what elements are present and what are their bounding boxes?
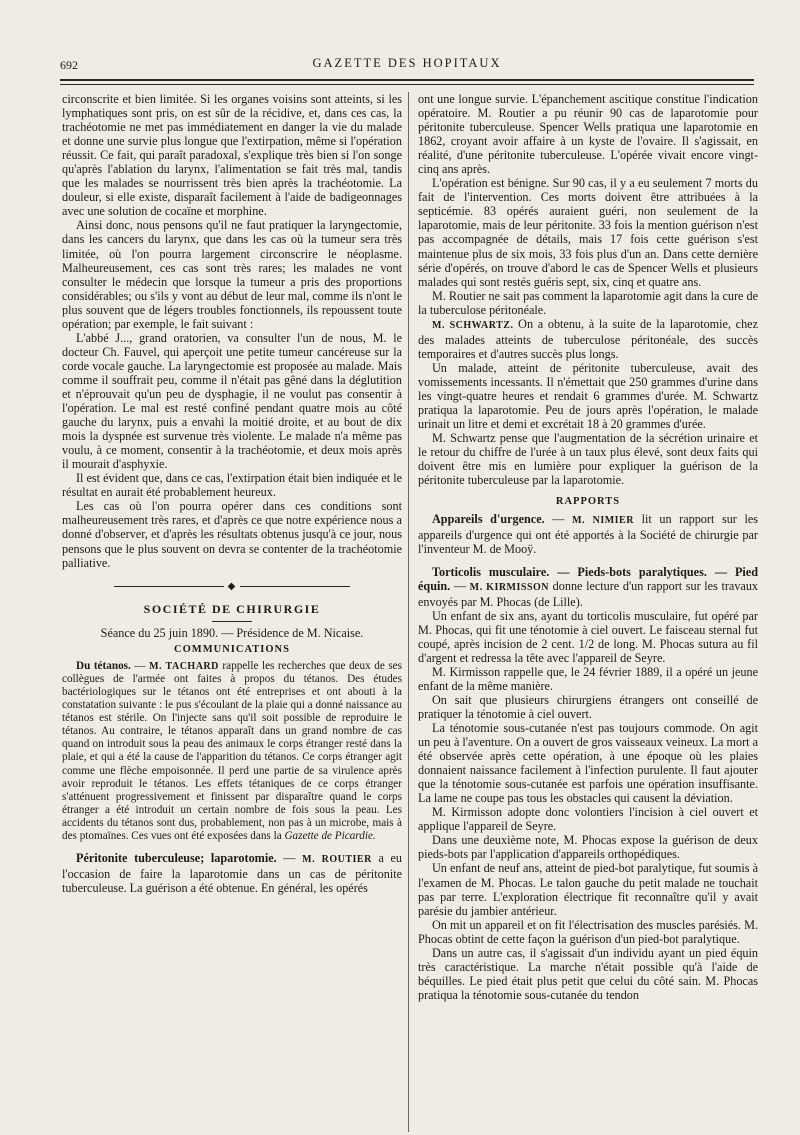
paragraph: ont une longue survie. L'épanchement ascitique constitue l'indication opératoire. M. Routier a pu réunir 90 cas de laparotomie pour péritonite tuberculeuse. Spencer Wells pratiqua une laparotomie en 1862, croyant avoir affaire à un kyste de l'ovaire. Il s'agissait, en réalité, d'une péritonite tuberculeuse. L'opérée vivait encore vingt-cinq ans après. bbox=[418, 92, 758, 177]
article-torticolis: Torticolis musculaire. — Pieds-bots paralytiques. — Pied équin. — M. KIRMISSON donne lecture d'un rapport sur les travaux envoyés par M. Phocas (de Lille). bbox=[418, 564, 759, 609]
article-appareils: Appareils d'urgence. — M. NIMIER lit un rapport sur les appareils d'urgence qui ont été apportés à la Société de chirurgie par l'inventeur M. de Mooÿ. bbox=[418, 512, 759, 557]
paragraph: On sait que plusieurs chirurgiens étrangers ont conseillé de pratiquer la ténotomie à ciel ouvert. bbox=[418, 692, 758, 721]
paragraph: M. Kirmisson adopte donc volontiers l'incision à ciel ouvert et applique l'appareil de Seyre. bbox=[418, 805, 758, 834]
author-name: M. NIMIER bbox=[572, 515, 634, 527]
column-separator bbox=[408, 92, 409, 1132]
paragraph: Dans une deuxième note, M. Phocas expose la guérison de deux pieds-bots par l'application d'appareils orthopédiques. bbox=[418, 833, 758, 862]
paragraph: M. Schwartz pense que l'augmentation de la sécrétion urinaire et le retour du chiffre de l'urée à un taux plus élevé, sont deux faits qui doivent être mis en lumière pour expliquer la guérison de la péritonite tuberculeuse par la laparotomie. bbox=[418, 431, 758, 488]
paragraph: Il est évident que, dans ce cas, l'extirpation était bien indiquée et le résultat en aurait été probablement heureux. bbox=[62, 471, 402, 500]
article-peritonite: Péritonite tuberculeuse; laparotomie. — M. ROUTIER a eu l'occasion de faire la laparotomie dans un cas de péritonite tuberculeuse. La guérison a été obtenue. En général, les opérés bbox=[62, 851, 403, 896]
article-title: Du tétanos. bbox=[76, 659, 131, 672]
paragraph: Un enfant de six ans, ayant du torticolis musculaire, fut opéré par M. Phocas, qui fit une ténotomie à ciel ouvert. Le faisceau sternal fut coupé, après incision de 2 cent. 1/2 de long. M. Phocas sutura au fil d'argent et redressa la tête avec l'appareil de Seyre. bbox=[418, 608, 758, 665]
article-text: a eu l'occasion de faire la laparotomie dans un cas de péritonite tuberculeuse. La guérison a été obtenue. En général, les opérés bbox=[62, 851, 403, 896]
paragraph: L'opération est bénigne. Sur 90 cas, il y a eu seulement 7 morts du fait de l'intervention. Ces morts doivent être attribuées à la septicémie. 83 opérés auraient guéri, non seulement de la laparotomie, mais de leur péritonite. 33 fois la mention guérison n'est pas accompagnée de détails, mais 17 fois cette guérison s'est maintenue plus de six mois, 33 fois plus d'un an. Dans cette dernière série d'opérés, on trouve d'abord le cas de Spencer Wells et plusieurs malades qui sont restés guéris sept, six, cinq et quatre ans. bbox=[418, 176, 758, 289]
paragraph: Un enfant de neuf ans, atteint de pied-bot paralytique, fut soumis à l'examen de M. Phocas. Le talon gauche du petit malade ne touchait pas par terre. L'exploration électrique fit reconnaître qu'il y avait parésie du jambier antérieur. bbox=[418, 861, 758, 918]
page-header bbox=[60, 54, 754, 76]
header-rule bbox=[60, 79, 754, 81]
page-number: 692 bbox=[60, 58, 78, 72]
author-name: M. SCHWARTZ. bbox=[432, 319, 514, 331]
section-ornament: ◆ bbox=[62, 580, 402, 594]
left-column bbox=[62, 92, 402, 895]
author-name: M. ROUTIER bbox=[302, 854, 372, 866]
paragraph: Les cas où l'on pourra opérer dans ces conditions sont malheureusement très rares, et d'après ce que notre expérience nous a donné d'observer, et d'après les résultats obtenus jusqu'à ce jour, nous pensons que le plus souvent on devra se contenter de la trachéotomie palliative. bbox=[62, 499, 402, 570]
journal-title: GAZETTE DES HOPITAUX bbox=[312, 56, 502, 70]
paragraph: M. Routier ne sait pas comment la laparotomie agit dans la cure de la tuberculose péritonéale. bbox=[418, 288, 758, 317]
subsection-title: COMMUNICATIONS bbox=[174, 643, 290, 655]
paragraph: Dans un autre cas, il s'agissait d'un individu ayant un pied équin très caractéristique. La marche n'était possible qu'à l'aide de béquilles. Le pied était plus petit que celui du côté sain. M. Phocas pratiqua la ténotomie sous-cutanée du tendon bbox=[418, 945, 758, 1002]
paragraph-text: On a obtenu, à la suite de la laparotomie, chez des malades atteints de tuberculose péritonéale, des succès temporaires et d'autres succès plus longs. bbox=[418, 316, 759, 361]
article-title: Torticolis musculaire. — Pieds-bots paralytiques. — Pied équin. bbox=[418, 564, 758, 593]
right-column bbox=[418, 92, 758, 1002]
article-text: donne lecture d'un rapport sur les travaux envoyés par M. Phocas (de Lille). bbox=[418, 578, 759, 609]
paragraph: Ainsi donc, nous pensons qu'il ne faut pratiquer la laryngectomie, dans les cancers du larynx, que dans les cas où la tumeur sera très limitée, où l'on pourra largement circonscrire le néoplasme. Malheureusement, ces cas sont très rares; les malades ne vont consulter le médecin que lorsque la tumeur a pris des proportions considérables; ou s'ils y vont au début de leur mal, comme ils n'ont le plus souvent que de légers troubles fonctionnels, ils repoussent toute opération; par exemple, le fait suivant : bbox=[62, 218, 402, 331]
subsection-title: RAPPORTS bbox=[555, 496, 621, 508]
article-tetanos: Du tétanos. — M. TACHARD rappelle les recherches que deux de ses collègues de l'armée ont faites à propos du tétanos. Des études bactériologiques sur le tétanos ont été entreprises et ont abouti à la constatation suivante : le pus s'écoulant de la plaie qui a donné naissance au tétanos est stérile. On l'injecte sans qu'il soit possible de reproduire le tétanos. Au contraire, le tétanos apparaît dans un grand nombre de cas quand on introduit sous la peau des animaux le corps étranger resté dans la plaie, et qui a été la cause de l'apparition du tétanos. Ce corps étranger agit comme une flèche empoisonnée. Il perd une partie de sa virulence après avoir reproduit le tétanos. Les effets tétaniques de ce corps étranger s'atténuent progressivement et finissent par disparaître quand le corps étranger a été introduit un certain nombre de fois sous la peau. Les accidents du tétanos sont dus, probablement, non pas à un microbe, mais à des ptomaïnes. Ces vues ont été exposées dans la Gazette de Picardie. bbox=[62, 659, 402, 842]
paragraph: Un malade, atteint de péritonite tuberculeuse, avait des vomissements incessants. Il n'émettait que 250 grammes d'urine dans les vingt-quatre heures et rendait 6 grammes d'urée. M. Schwartz pratiqua la laparotomie. Peu de jours après l'opération, le malade urinait un litre et demi et excrétait 18 à 20 grammes d'urée. bbox=[418, 360, 758, 432]
title-rule bbox=[212, 621, 252, 622]
article-title: Péritonite tuberculeuse; laparotomie. bbox=[76, 851, 277, 866]
paragraph: circonscrite et bien limitée. Si les organes voisins sont atteints, si les lymphatiques sont pris, on est sûr de la récidive, et, dans ces cas, la trachéotomie ne met pas immédiatement en danger la vie du malade et donne une survie plus longue que l'extirpation, même si l'opération réussit. Ce fait, qui paraît paradoxal, s'explique très bien si l'on songe qu'après l'ablation du larynx, l'alimentation se fait très mal, tandis que les malades se nourrissent très bien après la trachéotomie. La douleur, si elle existe, disparaît facilement à l'aide de badigeonnages avec une solution de cocaïne et morphine. bbox=[62, 92, 402, 219]
paragraph bbox=[418, 317, 758, 361]
header-rule-thin bbox=[60, 84, 754, 85]
section-title: SOCIÉTÉ DE CHIRURGIE bbox=[143, 601, 321, 616]
author-name: M. KIRMISSON bbox=[469, 581, 550, 593]
article-title: Appareils d'urgence. bbox=[432, 512, 545, 527]
paragraph: On mit un appareil et on fit l'électrisation des muscles parésiés. M. Phocas obtint de cette façon la guérison d'un pied-bot paralytique. bbox=[418, 917, 758, 946]
article-text: lit un rapport sur les appareils d'urgence qui ont été apportés à la Société de chirurgie par l'inventeur M. de Mooÿ. bbox=[418, 512, 759, 557]
author-name: M. TACHARD bbox=[149, 660, 219, 672]
paragraph: M. Kirmisson rappelle que, le 24 février 1889, il a opéré un jeune enfant de la même manière. bbox=[418, 664, 758, 693]
paragraph: L'abbé J..., grand oratorien, va consulter l'un de nous, M. le docteur Ch. Fauvel, qui aperçoit une petite tumeur cancéreuse sur la corde vocale gauche. La laryngectomie est proposée au malade. Mais comme il souffrait peu, comme il n'était pas gêné dans la déglutition et n'éprouvait qu'un peu de dysphagie, il ne voulut pas consentir à l'opération. Le mal est resté confiné pendant quatre mois au côté gauche du larynx, puis a envahi la moitié droite, et au bout de dix mois la dyspnée est survenue très violente. Le malade n'a même pas voulu, à ce moment, consentir à la trachéotomie, et deux mois après il mourait d'asphyxie. bbox=[62, 330, 402, 472]
article-text: rappelle les recherches que deux de ses collègues de l'armée ont faites à propos du tétanos. Des études bactériologiques sur le tétanos ont été entreprises et ont abouti à la constatation suivante : le pus s'écoulant de la plaie qui a donné naissance au tétanos est stérile. On l'injecte sans qu'il soit possible de reproduire le tétanos. Au contraire, le tétanos apparaît dans un grand nombre de cas quand on introduit sous la peau des animaux le corps étranger resté dans la plaie, et qui a été la cause de l'apparition du tétanos. Ce corps étranger agit comme une flèche empoisonnée. Il perd une partie de sa virulence après avoir reproduit le tétanos. Les effets tétaniques de ce corps étranger s'atténuent progressivement et finissent par disparaître quand le corps étranger a été introduit un certain nombre de fois sous la peau. Les accidents du tétanos sont dus, probablement, non pas à un microbe, mais à des ptomaïnes. Ces vues ont été exposées dans la bbox=[62, 659, 402, 842]
session-line: Séance du 25 juin 1890. — Présidence de M. Nicaise. bbox=[100, 625, 364, 640]
paragraph: La ténotomie sous-cutanée n'est pas toujours commode. On agit un peu à l'aventure. On a ouvert de gros vaisseaux veineux. La mort a été observée après cette opération, à une époque où les plaies donnaient naissance facilement à l'infection purulente. Il faut ajouter que la ténotomie sous-cutanée est parfois une opération insuffisante. La lame ne coupe pas tous les obstacles qui causent la déviation. bbox=[418, 721, 758, 806]
source-name: Gazette de Picardie. bbox=[284, 830, 376, 842]
